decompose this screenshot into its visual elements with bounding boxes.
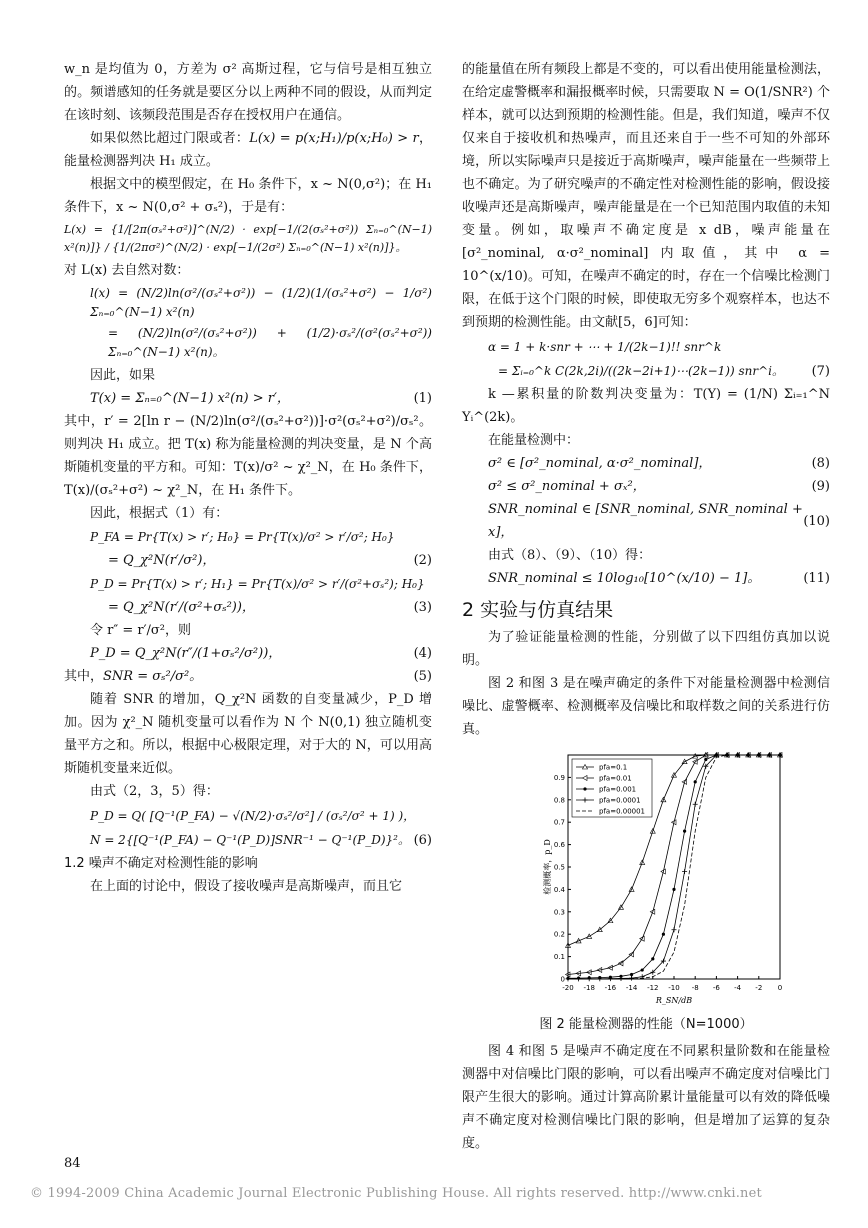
paragraph: 为了验证能量检测的性能，分别做了以下四组仿真加以说明。 — [462, 630, 830, 668]
x-tick-label: -8 — [691, 984, 699, 992]
y-tick-label: 0.2 — [553, 930, 565, 939]
paragraph: 在能量检测中： — [488, 433, 580, 448]
x-tick-label: -14 — [625, 984, 638, 992]
equation-3b: = Q_χ²N(r′/(σ²+σₛ²))， — [108, 600, 255, 615]
equation-row — [462, 360, 830, 383]
legend-label: pfa=0.001 — [599, 785, 637, 794]
x-tick-label: 0 — [777, 984, 783, 992]
y-tick-label: 0.3 — [553, 908, 565, 917]
equation-2a: P_FA = Pr{T(x) > r′; H₀} = Pr{T(x)/σ² > r′/σ²; H₀} — [90, 530, 395, 544]
text: 如果似然比超过门限或者： — [90, 131, 250, 146]
section-heading: 1.2 噪声不确定对检测性能的影响 — [64, 856, 258, 871]
equation-row — [64, 549, 432, 572]
data-point — [672, 888, 675, 891]
equation-number: (6) — [413, 833, 432, 848]
equation: L(x) = p(x;H₁)/p(x;H₀) > r — [249, 131, 419, 146]
paragraph: 图 4 和图 5 是噪声不确定度在不同累积量阶数和在能量检测器中对信噪比门限的影响，可以看出噪声不确定度对信噪比门限产生很大的影响。通过计算高阶累计量能量可以有效的降低噪声不确定度对检测信噪比门限的影响，但是增加了运算的复杂度。 — [462, 1044, 830, 1151]
x-tick-label: -4 — [734, 984, 742, 992]
equation-row — [64, 387, 432, 410]
equation-4: P_D = Q_χ²N(r″/(1+σₛ²/σ²))， — [90, 646, 282, 661]
y-tick-label: 0.8 — [553, 796, 565, 805]
copyright-footer: © 1994-2009 China Academic Journal Electronic Publishing House. All rights reserved. http://www.cnki.net — [30, 1186, 762, 1201]
data-point — [704, 758, 707, 761]
equation-8: σ² ∈ [σ²_nominal, α·σ²_nominal]， — [488, 456, 712, 471]
equation-11: SNR_nominal ≤ 10log₁₀[10^(x/10) − 1]。 — [488, 571, 761, 586]
data-point — [641, 968, 644, 971]
equation-10: SNR_nominal ∈ [SNR_nominal, SNR_nominal + x]， — [488, 502, 803, 540]
paragraph: 由式（2，3，5）得： — [90, 784, 219, 799]
equation-number: (11) — [803, 571, 830, 586]
y-tick-label: 0.6 — [553, 841, 565, 850]
paragraph: 的能量值在所有频段上都是不变的，可以看出使用能量检测法，在给定虚警概率和漏报概率时候，只需要取 N = O(1/SNR²) 个样本，就可以达到预期的检测性能。但是，我们知道，噪声不仅仅来自于接收机和热噪声，而且还来自于一些不可知的外部环境，所以实际噪声只是接近于高斯噪声，噪声能量在一些频带上也不确定。为了研究噪声的不确定性对检测性能的影响，假设接收噪声还是高斯噪声，噪声能量是在一个已知范围内取值的未知变量。例如，取噪声不确定度是 x dB，噪声能量在 [σ²_nominal, α·σ²_nominal] 内取值，其中 α = 10^(x/10)。可知，在噪声不确定的时，存在一个信噪比检测门限，在低于这个门限的时候，即使取无穷多个观察样本，也达不到预期的检测性能。由文献[5，6]可知： — [462, 62, 830, 330]
equation-5: SNR = σₛ²/σ²。 — [103, 669, 203, 684]
equation-loglikelihood-1: l(x) = (N/2)ln(σ²/(σₛ²+σ²)) − (1/2)(1/(σₛ²+σ²) − 1/σ²) Σₙ₌₀^(N−1) x²(n) — [90, 286, 432, 319]
x-tick-label: -18 — [583, 984, 595, 992]
paragraph: 令 r″ = r′/σ²，则 — [90, 623, 191, 638]
equation-number: (4) — [413, 646, 432, 661]
paragraph: 对 L(x) 去自然对数： — [64, 263, 190, 278]
paragraph: 随着 SNR 的增加，Q_χ²N 函数的自变量减少，P_D 增加。因为 χ²_N 随机变量可以看作为 N 个 N(0,1) 独立随机变量平方之和。所以，根据中心极限定理，对于大的 N，可以用高斯随机变量来近似。 — [64, 692, 432, 776]
equation-number: (1) — [413, 391, 432, 406]
equation-row — [64, 596, 432, 619]
equation-row — [462, 498, 830, 544]
x-tick-label: -20 — [562, 984, 574, 992]
equation-loglikelihood-2: = (N/2)ln(σ²/(σₛ²+σ²)) + (1/2)·σₛ²/(σ²(σₛ²+σ²)) Σₙ₌₀^(N−1) x²(n)。 — [108, 326, 432, 359]
y-axis-label: 检测概率，p_D — [543, 839, 552, 895]
equation-pd: P_D = Q( [Q⁻¹(P_FA) − √(N/2)·σₛ²/σ²] / (σₛ²/σ² + 1) )， — [90, 809, 416, 823]
paragraph: 图 2 和图 3 是在噪声确定的条件下对能量检测器中检测信噪比、虚警概率、检测概率及信噪比和取样数之间的关系进行仿真。 — [462, 676, 830, 737]
equation-number: (7) — [811, 364, 830, 379]
legend-label: pfa=0.01 — [599, 774, 632, 783]
y-tick-label: 0.5 — [553, 863, 565, 872]
equation-9: σ² ≤ σ²_nominal + σₓ²， — [488, 479, 646, 494]
equation-row — [64, 665, 432, 688]
y-tick-label: 0.9 — [553, 773, 565, 782]
data-point — [651, 957, 654, 960]
legend-marker — [583, 787, 586, 790]
figure-2 — [520, 747, 786, 1007]
equation-row — [462, 567, 830, 590]
equation-row — [462, 475, 830, 498]
equation-row — [64, 829, 432, 852]
equation-6: N = 2{[Q⁻¹(P_FA) − Q⁻¹(P_D)]SNR⁻¹ − Q⁻¹(P_D)}²。 — [90, 833, 410, 847]
equation-alpha: α = 1 + k·snr + ⋯ + 1/(2k−1)!! snr^k — [488, 340, 722, 354]
equation-number: (5) — [413, 669, 432, 684]
equation-number: (2) — [413, 553, 432, 568]
equation-row — [64, 642, 432, 665]
paragraph: w_n 是均值为 0，方差为 σ² 高斯过程，它与信号是相互独立的。频谱感知的任务就是要区分以上两种不同的假设，从而判定在该时刻、该频段范围是否存在授权用户在通信。 — [64, 62, 432, 123]
text: ，能量检测器判决 H₁ 成立。 — [64, 131, 432, 169]
page-number: 84 — [64, 1156, 81, 1171]
paragraph: k —累积量的阶数判决变量为：T(Y) = (1/N) Σᵢ₌₁^N Yᵢ^(2k)。 — [462, 387, 830, 425]
figure-caption: 图 2 能量检测器的性能（N=1000） — [539, 1017, 753, 1032]
equation-row — [462, 452, 830, 475]
equation-5-row — [64, 665, 202, 688]
x-tick-label: -2 — [755, 984, 763, 992]
equation-number: (8) — [811, 456, 830, 471]
x-tick-label: -10 — [668, 984, 680, 992]
y-tick-label: 0.1 — [553, 953, 565, 962]
right-column — [462, 58, 830, 1155]
text: 其中， — [64, 669, 104, 684]
paragraph: 在上面的讨论中，假设了接收噪声是高斯噪声，而且它 — [90, 879, 403, 894]
equation-1: T(x) = Σₙ₌₀^(N−1) x²(n) > r′， — [90, 391, 290, 406]
equation-2b: = Q_χ²N(r′/σ²)， — [108, 553, 216, 568]
section-heading: 2 实验与仿真结果 — [462, 599, 614, 621]
equation-number: (3) — [413, 600, 432, 615]
x-tick-label: -12 — [647, 984, 659, 992]
legend-label: pfa=0.1 — [599, 763, 628, 772]
y-tick-label: 0.4 — [553, 885, 565, 894]
equation-number: (9) — [811, 479, 830, 494]
equation-3a: P_D = Pr{T(x) > r′; H₁} = Pr{T(x)/σ² > r′/(σ²+σₛ²); H₀} — [90, 577, 425, 591]
data-point — [683, 830, 686, 833]
y-tick-label: 0 — [560, 975, 565, 984]
paragraph: 因此，根据式（1）有： — [90, 506, 229, 521]
equation-number: (10) — [803, 513, 830, 529]
x-tick-label: -16 — [604, 984, 617, 992]
x-tick-label: -6 — [712, 984, 720, 992]
paragraph: 由式（8）、（9）、（10）得： — [488, 548, 652, 563]
x-axis-label: R_SN/dB — [655, 996, 693, 1005]
paragraph: 因此，如果 — [90, 368, 156, 383]
legend-label: pfa=0.0001 — [599, 796, 641, 805]
data-point — [662, 933, 665, 936]
legend-label: pfa=0.00001 — [599, 807, 646, 816]
detection-performance-chart — [520, 747, 786, 1007]
data-point — [694, 780, 697, 783]
paragraph — [64, 127, 432, 173]
paragraph: 根据文中的模型假定，在 H₀ 条件下，x ~ N(0,σ²)；在 H₁ 条件下，x ~ N(0,σ² + σₛ²)，于是有： — [64, 177, 432, 215]
y-tick-label: 0.7 — [553, 818, 565, 827]
left-column — [64, 58, 432, 898]
equation-7: = Σᵢ₌₀^k C(2k,2i)/((2k−2i+1)⋯(2k−1)) snr^i。 — [498, 364, 784, 378]
paragraph: 其中，r′ = 2[ln r − (N/2)ln(σ²/(σₛ²+σ²))]·σ²(σₛ²+σ²)/σₛ²。则判决 H₁ 成立。把 T(x) 称为能量检测的判决变量，是 N 个高斯随机变量的平方和。可知：T(x)/σ² ~ χ²_N，在 H₀ 条件下，T(x)/(σₛ²+σ²) ~ χ²_N，在 H₁ 条件下。 — [64, 414, 432, 498]
equation-likelihood: L(x) = {1/[2π(σₛ²+σ²)]^(N/2) · exp[−1/(2(σₛ²+σ²)) Σₙ₌₀^(N−1) x²(n)]} / {1/(2πσ²)^(N/2) · exp[−1/(2σ²) Σₙ₌₀^(N−1) x²(n)]}。 — [64, 223, 432, 254]
